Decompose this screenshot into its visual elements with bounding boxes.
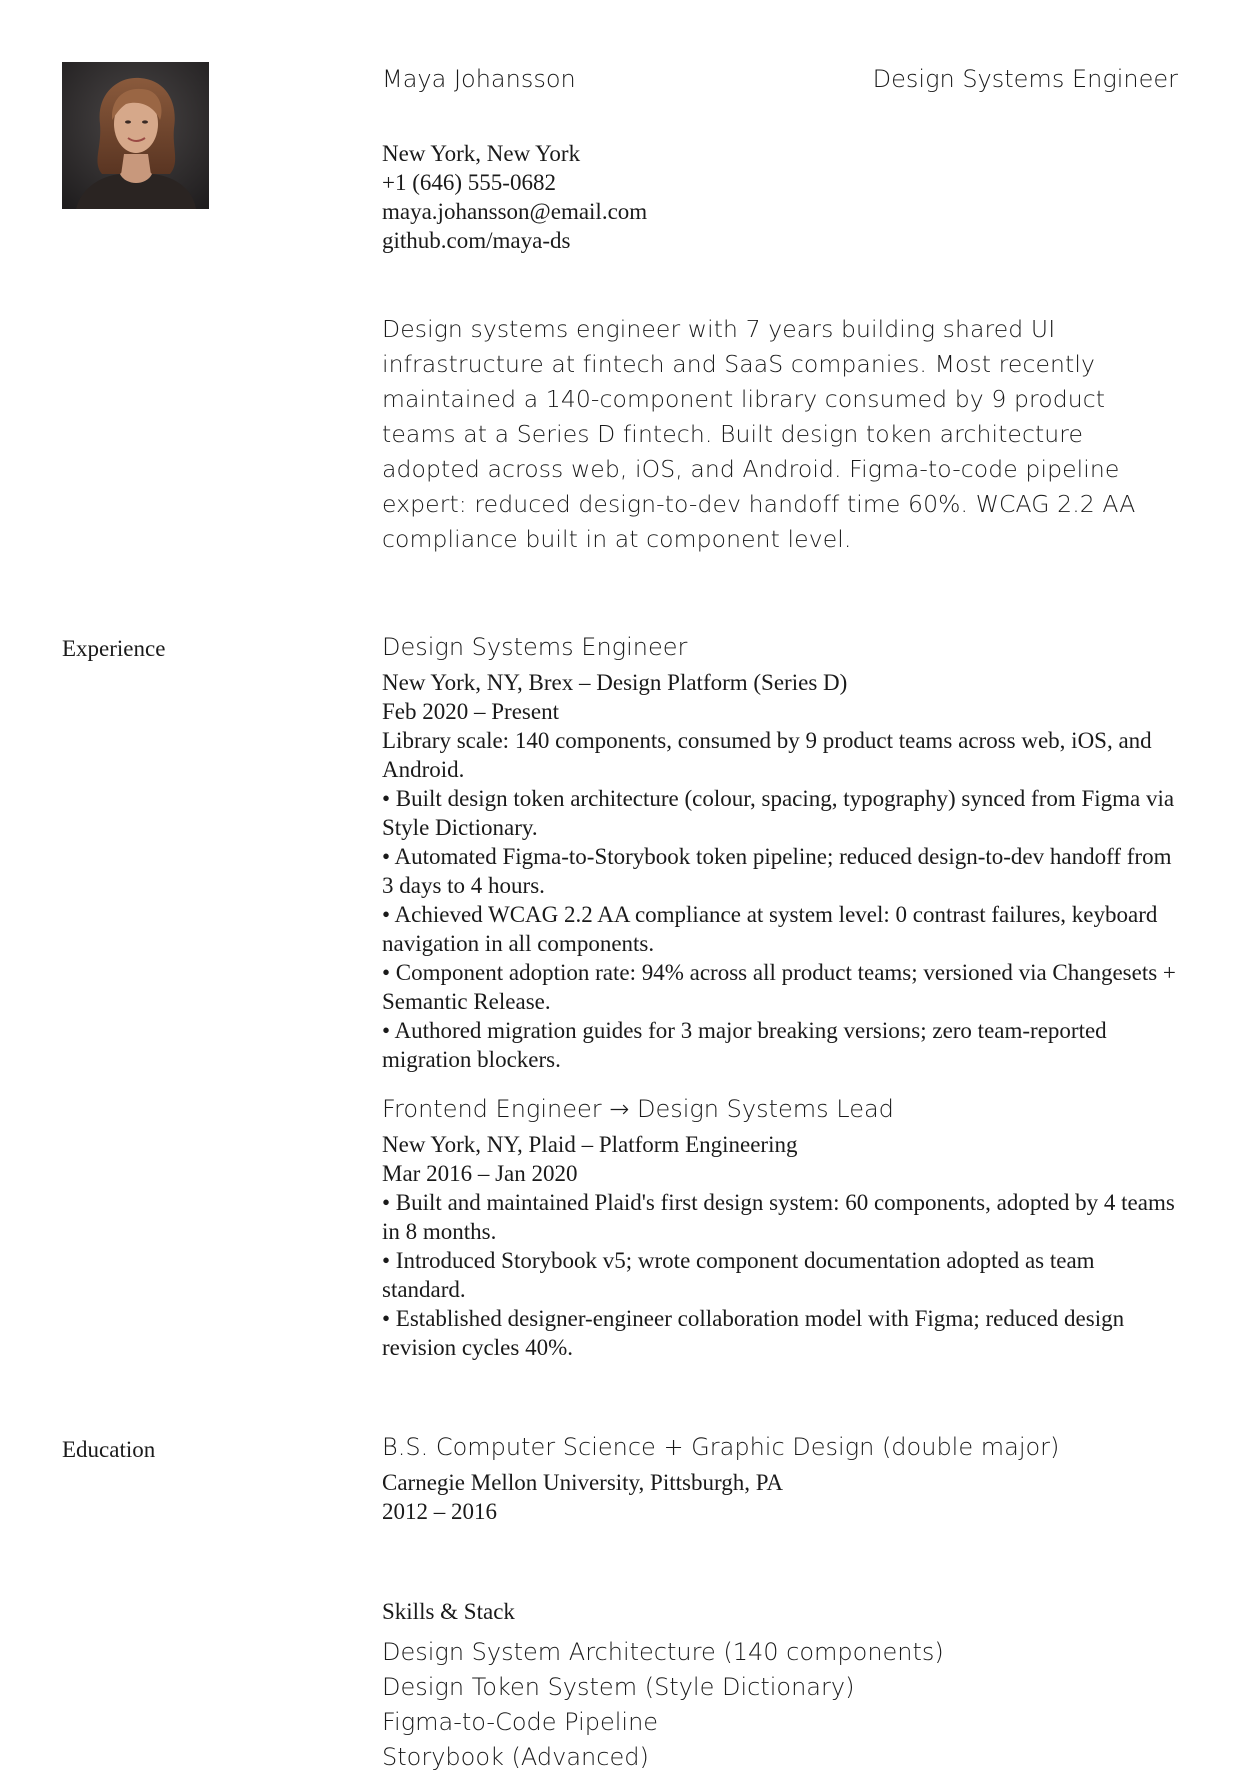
skill-item: Design System Architecture (140 components) [382, 1638, 944, 1666]
school-name: Carnegie Mellon University, Pittsburgh, PA [382, 1470, 784, 1495]
skill-item: Storybook (Advanced) [382, 1743, 649, 1771]
resume-header [382, 62, 1178, 96]
education-section-label: Education [62, 1437, 156, 1462]
job-title: Frontend Engineer → Design Systems Lead [382, 1095, 894, 1123]
job-bullet: • Built and maintained Plaid's first design system: 60 components, adopted by 4 teams in 8 months. [382, 1190, 1175, 1244]
education-entry [382, 1430, 1178, 1526]
contact-info [382, 139, 1178, 255]
job-bullet: • Achieved WCAG 2.2 AA compliance at system level: 0 contrast failures, keyboard navigation in all components. [382, 902, 1158, 956]
summary-paragraph: Design systems engineer with 7 years building shared UI infrastructure at fintech and SaaS companies. Most recently maintained a 140-component library consumed by 9 product teams at a Series D fintech. Built design token architecture adopted across web, iOS, and Android. Figma-to-code pipeline expert: reduced design-to-dev handoff time 60%. WCAG 2.2 AA compliance built in at component level. [382, 315, 1136, 553]
job-bullet: • Automated Figma-to-Storybook token pipeline; reduced design-to-dev handoff from 3 days to 4 hours. [382, 844, 1172, 898]
education-dates: 2012 – 2016 [382, 1499, 497, 1524]
skill-item: Figma-to-Code Pipeline [382, 1708, 659, 1736]
contact-email: maya.johansson@email.com [382, 199, 648, 224]
job-title: Design Systems Engineer [382, 633, 688, 661]
job-bullet: • Established designer-engineer collaboration model with Figma; reduced design revision cycles 40%. [382, 1306, 1125, 1360]
job-bullet: • Component adoption rate: 94% across all product teams; versioned via Changesets + Semantic Release. [382, 960, 1176, 1014]
job-bullet: • Built design token architecture (colour, spacing, typography) synced from Figma via Style Dictionary. [382, 786, 1175, 840]
job-dates: Mar 2016 – Jan 2020 [382, 1161, 578, 1186]
experience-section-label: Experience [62, 636, 166, 661]
contact-github: github.com/maya-ds [382, 228, 571, 253]
skill-item: Design Token System (Style Dictionary) [382, 1673, 855, 1701]
job-company: New York, NY, Brex – Design Platform (Series D) [382, 670, 848, 695]
experience-entry [382, 1092, 1178, 1362]
contact-location: New York, New York [382, 141, 581, 166]
job-company: New York, NY, Plaid – Platform Engineering [382, 1132, 798, 1157]
degree-title: B.S. Computer Science + Graphic Design (double major) [382, 1433, 1060, 1461]
candidate-role: Design Systems Engineer [872, 65, 1178, 93]
job-dates: Feb 2020 – Present [382, 699, 559, 724]
contact-phone: +1 (646) 555-0682 [382, 170, 556, 195]
job-bullet: • Authored migration guides for 3 major breaking versions; zero team-reported migration blockers. [382, 1018, 1107, 1072]
skills-section [382, 1597, 1178, 1775]
job-bullet: • Introduced Storybook v5; wrote component documentation adopted as team standard. [382, 1248, 1095, 1302]
job-line: Library scale: 140 components, consumed by 9 product teams across web, iOS, and Android. [382, 728, 1152, 782]
skills-list [382, 1635, 1178, 1775]
profile-photo [62, 62, 209, 209]
candidate-name: Maya Johansson [382, 65, 576, 93]
skills-section-label: Skills & Stack [382, 1599, 515, 1624]
experience-entry [382, 630, 1178, 1074]
portrait-image [62, 62, 209, 209]
